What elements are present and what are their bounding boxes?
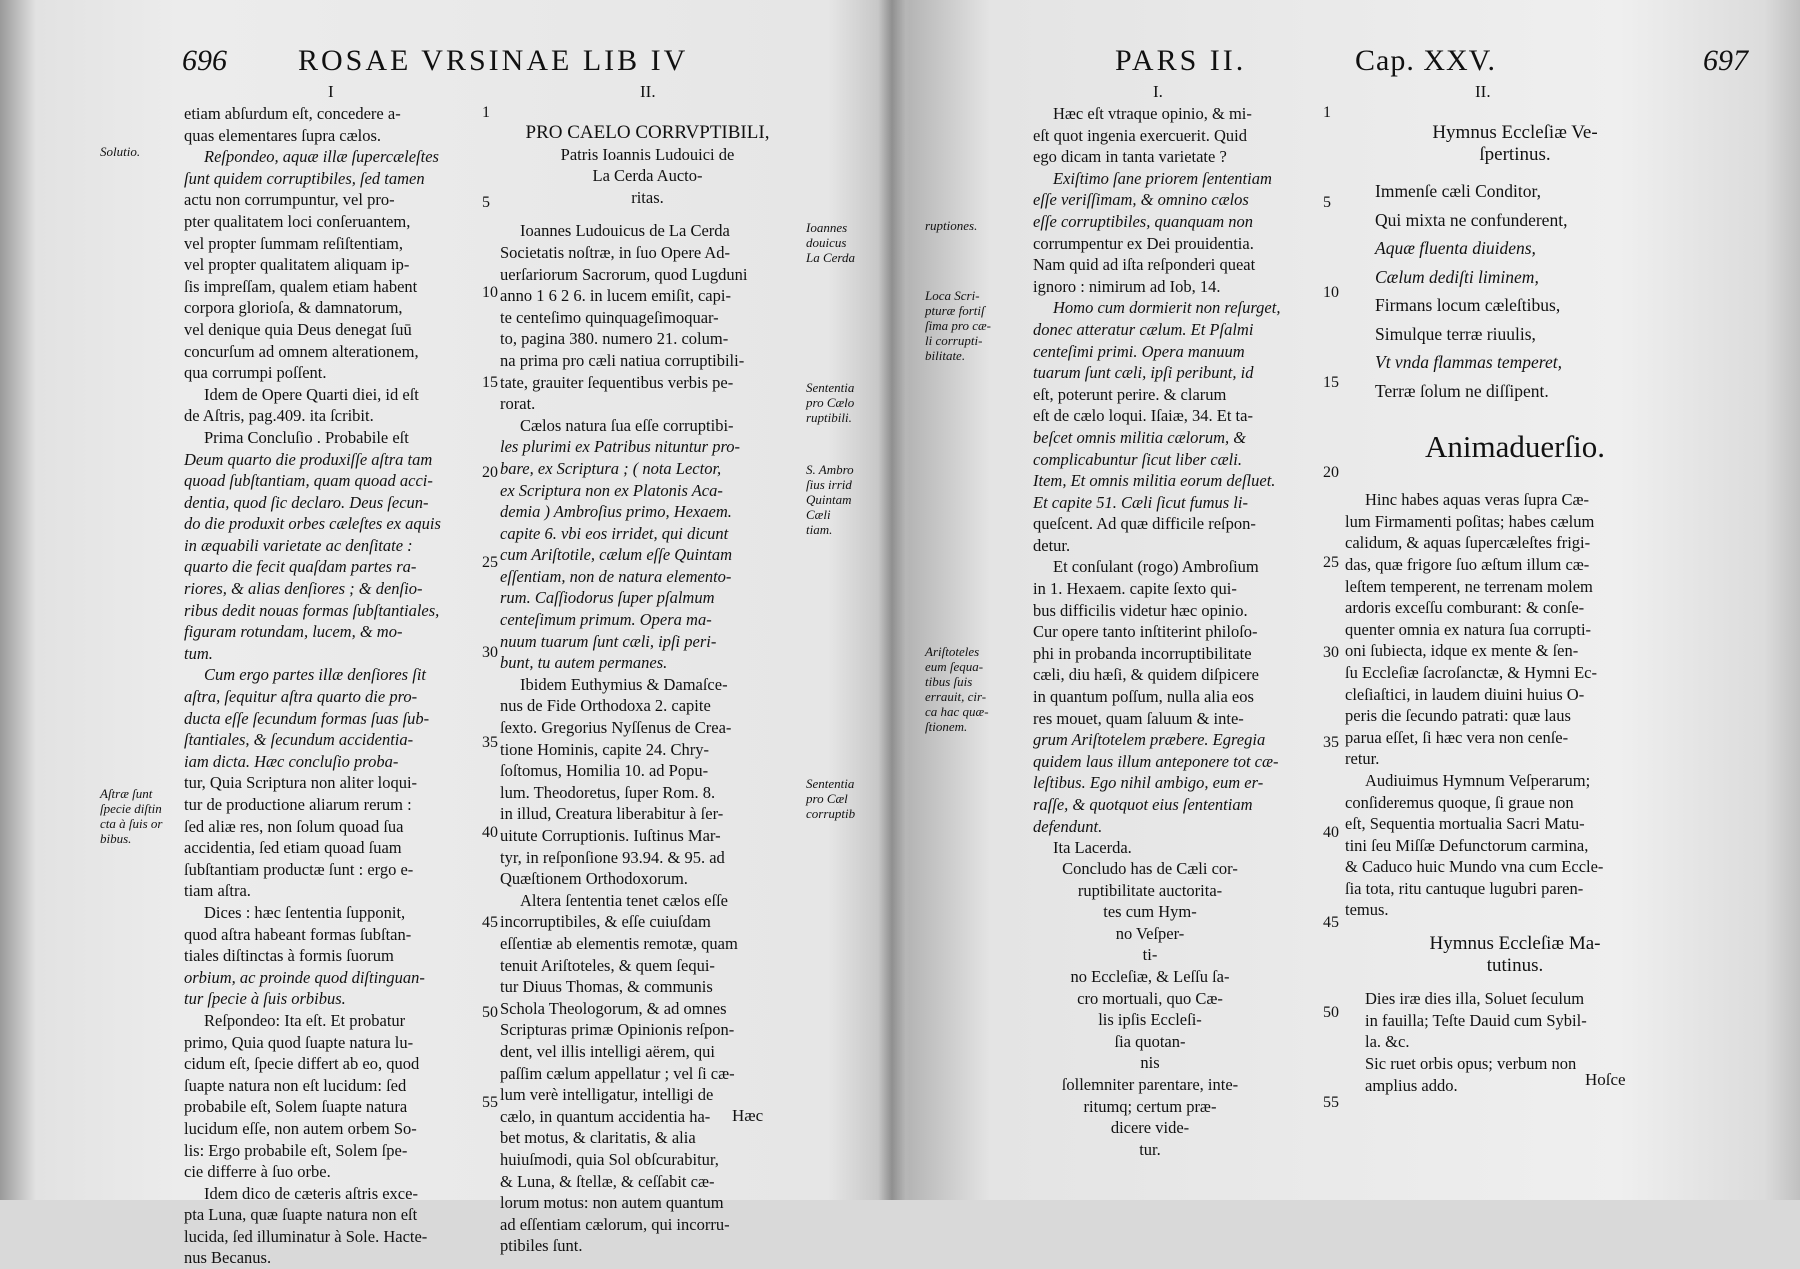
right-folio: 697	[1703, 44, 1748, 77]
col2-text-line: les plurimi ex Patribus nituntur pro-	[500, 437, 741, 457]
col1-text-line: tum.	[184, 643, 213, 663]
col1-text-line: figuram rotundam, lucem, & mo-	[184, 622, 403, 642]
hymn-verse-line: Terræ ſolum ne diſſipent.	[1375, 380, 1549, 401]
animadversio-line: das, quæ frigore ſuo æſtum illum cæ-	[1345, 554, 1590, 574]
col2-text-line: Quæſtionem Orthodoxorum.	[500, 869, 688, 889]
line-number: 10	[482, 284, 498, 301]
col1-text-line: lis: Ergo probabile eſt, Solem ſpe-	[184, 1140, 408, 1160]
left-margin-astra: Aſtræ ſunt ſpecie diſtin cta à ſuis or bibus.	[100, 786, 163, 846]
left-column-1	[184, 103, 474, 1269]
animadversio-line: peris die ſecundo patrati: quæ laus	[1345, 706, 1571, 726]
col1-text-line: Cum ergo partes illæ denſiores ſit	[204, 665, 426, 685]
animadversio-line: ſia tota, ritu cantuque lugubri paren-	[1345, 878, 1584, 898]
col2-text-line: rorat.	[500, 394, 536, 414]
left-page	[0, 0, 880, 1268]
col2-text-line: ſoſtomus, Homilia 10. ad Popu-	[500, 761, 709, 781]
col1-text-line: Prima Concluſio . Probabile eſt	[204, 427, 409, 447]
col1-text-line: vel propter ſummam reſiſtentiam,	[184, 233, 404, 253]
col2-heading-line: PRO CAELO CORRVPTIBILI,	[525, 122, 770, 143]
col1-text-line: ſubſtantiam productæ ſunt : ergo e-	[184, 859, 414, 879]
animadversio-heading: Animaduerſio.	[1425, 429, 1605, 465]
col2-text-line: Ioannes Ludouicus de La Cerda	[520, 221, 730, 241]
col1-text-line: phi in probanda incorruptibilitate	[1033, 643, 1252, 663]
col1-text-line: probabile eſt, Solem ſuapte natura	[184, 1097, 408, 1117]
col1-text-line: primo, Quia quod ſuapte natura lu-	[184, 1032, 414, 1052]
col1-text-line: tiam aſtra.	[184, 881, 251, 901]
col1-text-line: tur de productione aliarum rerum :	[184, 795, 412, 814]
col2-text-line: eſſentiæ ab elementis remotæ, quam	[500, 933, 738, 953]
line-number: 50	[482, 1004, 498, 1021]
col1-text-line: grum Ariſtotelem præbere. Egregia	[1033, 730, 1266, 750]
right-column-2	[1345, 122, 1685, 1096]
col1-text-line: Cur opere tanto inſtiterint philoſo-	[1033, 622, 1258, 642]
col1-text-line: actu non corrumpuntur, vel pro-	[184, 190, 395, 210]
col1-text-line: corpora glorioſa, & damnatorum,	[184, 298, 403, 318]
col2-text-line: tyr, in reſponſione 93.94. & 95. ad	[500, 847, 725, 867]
conclusion-line: nis	[1140, 1053, 1160, 1073]
col1-text-line: Reſpondeo, aquæ illæ ſupercæleſtes	[204, 147, 439, 167]
col2-text-line: tate, grauiter ſequentibus verbis pe-	[500, 372, 734, 392]
col1-text-line: Et conſulant (rogo) Ambroſium	[1053, 557, 1259, 577]
col1-text-line: lucida, ſed illuminatur à Sole. Hacte-	[184, 1226, 428, 1246]
col1-text-line: quidem laus illum anteponere tot cæ-	[1033, 751, 1279, 771]
hymn-verse-line: Vt vnda flammas temperet,	[1375, 352, 1562, 373]
col1-text-line: qua corrumpi poſſent.	[184, 363, 327, 383]
hymn-title-line: ſpertinus.	[1479, 143, 1551, 165]
hymn2-line: Dies iræ dies illa, Soluet ſeculum	[1365, 989, 1585, 1009]
col2-text-line: ad eſſentiam cælorum, qui incorru-	[500, 1214, 730, 1234]
line-number: 15	[482, 374, 498, 391]
col1-text-line: Et capite 51. Cæli ſicut fumus li-	[1033, 492, 1248, 512]
col2-text-line: na prima pro cæli natiua corruptibili-	[500, 350, 745, 370]
left-right-margin-sententia: Sententia pro Cælo ruptibili.	[806, 380, 855, 425]
line-number: 40	[1323, 824, 1339, 841]
col2-text-line: paſſim cælum appellatur ; vel ſi cæ-	[500, 1063, 735, 1083]
col1-text-line: aſtra, ſequitur aſtra quarto die pro-	[184, 687, 418, 707]
line-number: 5	[1323, 194, 1331, 211]
col2-text-line: rum. Caſſiodorus ſuper pſalmum	[500, 588, 715, 608]
animadversio-line: ſu Eccleſiæ ſacroſanctæ, & Hymni Ec-	[1345, 662, 1598, 682]
col1-text-line: bus difficilis videtur hæc opinio.	[1033, 600, 1248, 620]
col2-text-line: lum. Theodoretus, ſuper Rom. 8.	[500, 782, 716, 802]
col1-text-line: quarto die fecit quaſdam partes ra-	[184, 557, 417, 577]
animadversio-line: oni ſubiecta, idque ex mente & ſen-	[1345, 641, 1579, 661]
animadversio-line: parua eſſet, ſi hæc vera non cenſe-	[1345, 727, 1569, 747]
col2-text-line: nus de Fide Orthodoxa 2. capite	[500, 696, 711, 716]
col1-text-line: tur, Quia Scriptura non aliter loqui-	[184, 773, 418, 793]
col2-text-line: Schola Theologorum, & ad omnes	[500, 998, 727, 1018]
col2-text-line: Cælos natura ſua eſſe corruptibi-	[520, 415, 734, 435]
col1-text-line: ſtantiales, & ſecundum accidentia-	[184, 730, 414, 750]
col1-text-line: ducta eſſe ſecundum formas ſuas ſub-	[184, 708, 430, 728]
animadversio-line: tini ſeu Miſſæ Defunctorum carmina,	[1345, 835, 1589, 855]
col1-text-line: cie differre à ſuo orbe.	[184, 1162, 331, 1182]
line-number: 35	[482, 734, 498, 751]
col2-text-line: cum Ariſtotile, cælum eſſe Quintam	[500, 545, 733, 565]
col1-text-line: raſſe, & quotquot eius ſententiam	[1033, 795, 1253, 814]
col2-text-line: ex Scriptura non ex Platonis Aca-	[500, 480, 723, 500]
col1-text-line: etiam abſurdum eſt, concedere a-	[184, 104, 401, 123]
line-number: 35	[1323, 734, 1339, 751]
col1-text-line: accidentia, ſed etiam quoad ſuam	[184, 838, 402, 858]
hymn-verse-line: Aquæ fluenta diuidens,	[1375, 238, 1536, 259]
col1-text-line: ſis impreſſam, qualem etiam habent	[184, 276, 418, 296]
col2-heading-line: Patris Ioannis Ludouici de	[560, 144, 735, 164]
col2-heading-line: La Cerda Aucto-	[592, 166, 703, 186]
left-right-margin-ambrosius: S. Ambro ſius irrid Quintam Cæli tiam.	[806, 462, 854, 537]
col1-text-line: in quantum poſſum, nulla alia eos	[1033, 687, 1254, 707]
right-margin-ruptiones: ruptiones.	[925, 218, 978, 233]
col2-text-line: bet motus, & claritatis, & alia	[500, 1128, 696, 1148]
animadversio-line: ardoris exceſſu comburant: & conſe-	[1345, 598, 1585, 618]
left-catchword: Hæc	[732, 1106, 764, 1125]
conclusion-line: no Veſper-	[1115, 923, 1185, 943]
col2-text-line: te centeſimo quinquageſimoquar-	[500, 307, 719, 327]
col2-text-line: centeſimum primum. Opera ma-	[500, 610, 712, 630]
col1-text-line: beſcet omnis militia cælorum, &	[1033, 427, 1247, 447]
col1-text-line: Reſpondeo: Ita eſt. Et probatur	[204, 1010, 406, 1030]
hymn2-title-line: tutinus.	[1486, 954, 1544, 976]
animadversio-line: retur.	[1345, 749, 1380, 769]
animadversio-line: & Caduco huic Mundo vna cum Eccle-	[1345, 857, 1604, 877]
col1-text-line: detur.	[1033, 535, 1071, 555]
right-margin-aristoteles: Ariſtoteles eum ſequa- tibus ſuis errauit, cir- ca hac quæ- ſtionem.	[925, 644, 989, 734]
col1-text-line: do die produxit orbes cæleſtes ex aquis	[184, 514, 441, 534]
conclusion-line: ritumq; certum præ-	[1083, 1096, 1217, 1116]
hymn2-line: in fauilla; Teſte Dauid cum Sybil-	[1365, 1010, 1587, 1030]
col1-text-line: quod aſtra habeant formas ſubſtan-	[184, 924, 412, 944]
left-right-margin-sententia-2: Sententia pro Cæl corruptib	[806, 776, 856, 821]
col1-text-line: Idem dico de cæteris aſtris exce-	[204, 1183, 418, 1203]
col2-text-line: tur Diuus Thomas, & communis	[500, 977, 713, 997]
line-number: 30	[482, 644, 498, 661]
col2-text-line: ptibiles ſunt.	[500, 1236, 583, 1256]
hymn2-line: la. &c.	[1365, 1032, 1410, 1052]
line-number: 25	[1323, 554, 1339, 571]
right-catchword: Hoſce	[1585, 1070, 1626, 1089]
book-gutter	[878, 0, 906, 1200]
col2-text-line: Altera ſententia tenet cælos eſſe	[520, 890, 728, 910]
col1-text-line: Homo cum dormierit non reſurget,	[1053, 298, 1281, 318]
line-number: 10	[1323, 284, 1339, 301]
col2-text-line: lum verè intelligatur, intelligi de	[500, 1085, 714, 1105]
col1-text-line: nus Becanus.	[184, 1248, 272, 1268]
right-col1-number: I.	[1153, 82, 1163, 101]
line-number: 55	[482, 1094, 498, 1111]
line-number: 45	[1323, 914, 1339, 931]
line-number: 5	[482, 194, 490, 211]
col1-text-line: Exiſtimo ſane priorem ſententiam	[1053, 168, 1272, 188]
col1-text-line: ego dicam in tanta varietate ?	[1033, 147, 1227, 167]
animadversio-line: Hinc habes aquas veras ſupra Cæ-	[1365, 490, 1590, 510]
col2-text-line: capite 6. vbi eos irridet, qui dicunt	[500, 523, 729, 543]
left-running-head: ROSAE VRSINAE LIB IV	[298, 44, 689, 77]
col2-text-line: lorum motus: non autem quantum	[500, 1193, 724, 1213]
left-right-margin-ioannes: Ioannes douicus La Cerda	[806, 220, 855, 265]
col2-text-line: tione Hominis, capite 24. Chry-	[500, 739, 709, 759]
conclusion-line: ti-	[1142, 945, 1158, 965]
conclusion-line: ſia quotan-	[1114, 1031, 1186, 1051]
col1-text-line: Deum quarto die produxiſſe aſtra tam	[184, 449, 433, 469]
conclusion-line: no Eccleſiæ, & Leſſu ſa-	[1070, 966, 1230, 986]
col2-text-line: dent, vel illis intelligi aërem, qui	[500, 1041, 715, 1061]
col1-text-line: quas elementares ſupra cælos.	[184, 125, 382, 145]
line-number: 50	[1323, 1004, 1339, 1021]
line-number: 20	[1323, 464, 1339, 481]
right-margin-loca: Loca Scri- pturæ fortiſ ſima pro cæ- li corrupti- bilitate.	[925, 288, 991, 363]
hymn-verse-line: Simulque terræ riuulis,	[1375, 323, 1536, 344]
line-number: 1	[1323, 104, 1331, 121]
col2-text-line: Ibidem Euthymius & Damaſce-	[520, 674, 728, 694]
right-column-1	[1033, 103, 1323, 859]
col1-text-line: dentia, quod ſic declaro. Deus ſecun-	[184, 492, 429, 512]
col1-text-line: cæli, diu hæſi, & quidem diſpicere	[1033, 665, 1259, 685]
col2-text-line: Societatis noſtræ, in ſuo Opere Ad-	[500, 242, 731, 262]
col1-text-line: donec atteratur cælum. Et Pſalmi	[1033, 319, 1254, 339]
col1-text-line: riores, & alias denſiores ; & denſio-	[184, 579, 423, 599]
hymn-verse-line: Firmans locum cæleſtibus,	[1375, 295, 1561, 316]
col1-text-line: defendunt.	[1033, 816, 1103, 836]
col2-text-line: demia ) Ambroſius primo, Hexaem.	[500, 502, 732, 522]
col2-text-line: in illud, Creatura liberabitur à ſer-	[500, 804, 724, 824]
col1-text-line: Dices : hæc ſententia ſupponit,	[204, 902, 406, 922]
line-number: 40	[482, 824, 498, 841]
col2-text-line: incorruptibiles, & eſſe cuiuſdam	[500, 912, 711, 932]
col2-text-line: huiuſmodi, quia Sol obſcurabitur,	[500, 1149, 719, 1169]
col1-text-line: Item, Et omnis militia eorum deſluet.	[1033, 471, 1276, 491]
conclusion-line: tur.	[1139, 1139, 1161, 1159]
col1-text-line: in 1. Hexaem. capite ſexto qui-	[1033, 579, 1237, 599]
line-number: 15	[1323, 374, 1339, 391]
animadversio-line: cleſiaſtici, in laudem diuini huius O-	[1345, 684, 1585, 704]
col2-text-line: cælo, in quantum accidentia ha-	[500, 1106, 711, 1126]
line-number: 30	[1323, 644, 1339, 661]
right-running-head: PARS II.	[1115, 44, 1247, 77]
col1-text-line: Nam quid ad iſta reſponderi queat	[1033, 255, 1256, 275]
conclusion-line: lis ipſis Eccleſi-	[1098, 1010, 1202, 1030]
col1-text-line: tuarum ſunt cæli, ipſi peribunt, id	[1033, 363, 1254, 383]
hymn2-line: amplius addo.	[1365, 1075, 1458, 1095]
col2-text-line: tenuit Ariſtoteles, & quem ſequi-	[500, 955, 715, 975]
col1-text-line: pter qualitatem loci conſeruantem,	[184, 211, 411, 231]
col1-text-line: tiales diſtinctas à formis ſuorum	[184, 946, 394, 966]
animadversio-line: eſt, Sequentia mortualia Sacri Matu-	[1345, 814, 1585, 834]
animadversio-line: lum Firmamenti poſitas; habes cælum	[1345, 511, 1595, 531]
col1-text-line: eſt quot ingenia exercuerit. Quid	[1033, 125, 1247, 145]
hymn-verse-line: Qui mixta ne confunderent,	[1375, 209, 1568, 230]
hymn-verse-line: Cælum dediſti liminem,	[1375, 266, 1539, 287]
col1-text-line: Hæc eſt vtraque opinio, & mi-	[1053, 104, 1252, 123]
col1-text-line: ignoro : nimirum ad Iob, 14.	[1033, 276, 1221, 296]
animadversio-line: Audiuimus Hymnum Veſperarum;	[1365, 770, 1591, 790]
col1-text-line: tur ſpecie à ſuis orbibus.	[184, 989, 346, 1009]
col1-text-line: ſunt quidem corruptibiles, ſed tamen	[184, 168, 425, 188]
col1-text-line: Ita Lacerda.	[1053, 838, 1132, 858]
col2-text-line: uerſariorum Sacrorum, quod Lugduni	[500, 264, 748, 284]
col1-text-line: ſuapte natura non eſt lucidum: ſed	[184, 1075, 407, 1095]
hymn2-title-line: Hymnus Eccleſiæ Ma-	[1429, 933, 1601, 955]
col2-text-line: to, pagina 380. numero 21. colum-	[500, 329, 729, 349]
left-folio: 696	[182, 44, 227, 77]
col2-heading-line: ritas.	[631, 187, 664, 207]
col2-text-line: bunt, tu autem permanes.	[500, 653, 668, 673]
col1-text-line: iam dicta. Hæc concluſio proba-	[184, 751, 399, 771]
col1-text-line: ſed aliæ res, non ſolum quoad ſua	[184, 816, 404, 836]
col2-text-line: ſexto. Gregorius Nyſſenus de Crea-	[500, 718, 732, 738]
col1-text-line: centeſimi primi. Opera manuum	[1033, 341, 1245, 361]
conclusion-line: tes cum Hym-	[1103, 902, 1197, 922]
col2-text-line: nuum tuarum ſunt cæli, ipſi peri-	[500, 631, 717, 651]
right-page	[905, 0, 1800, 1200]
col1-text-line: vel propter qualitatem aliquam ip-	[184, 255, 410, 275]
left-column-2	[500, 122, 795, 1257]
right-chapter: Cap. XXV.	[1355, 44, 1496, 77]
col2-text-line: eſſentiam, non de natura elemento-	[500, 566, 732, 586]
conclusion-line: ruptibilitate auctorita-	[1077, 880, 1223, 900]
col1-text-line: de Aſtris, pag.409. ita ſcribit.	[184, 406, 374, 426]
hymn-title-line: Hymnus Eccleſiæ Ve-	[1432, 122, 1598, 143]
conclusion-line: Concludo has de Cæli cor-	[1062, 859, 1238, 878]
right-conclusion-block	[1010, 858, 1290, 1160]
col1-text-line: complicabuntur ſicut liber cæli.	[1033, 449, 1242, 469]
hymn-verse-line: Immenſe cæli Conditor,	[1375, 181, 1542, 202]
col1-text-line: pta Luna, quæ ſuapte natura non eſt	[184, 1205, 418, 1225]
right-col2-number: II.	[1475, 82, 1491, 101]
col1-text-line: eſſe corruptibiles, quanquam non	[1033, 211, 1253, 231]
col1-text-line: eſt, poterunt perire. & clarum	[1033, 384, 1227, 404]
col1-text-line: queſcent. Ad quæ difficile reſpon-	[1033, 514, 1256, 534]
col2-text-line: Scripturas primæ Opinionis reſpon-	[500, 1020, 735, 1040]
col1-text-line: concurſum ad omnem alterationem,	[184, 341, 419, 361]
line-number: 25	[482, 554, 498, 571]
col2-text-line: anno 1 6 2 6. in lucem emiſit, capi-	[500, 286, 731, 306]
col1-text-line: res mouet, quam ſaluum & inte-	[1033, 708, 1244, 728]
animadversio-line: temus.	[1345, 900, 1389, 920]
animadversio-line: conſideremus quoque, ſi graue non	[1345, 792, 1574, 812]
col2-text-line: & Luna, & ſtellæ, & ceſſabit cæ-	[500, 1171, 715, 1191]
col1-text-line: eſt de cælo loqui. Iſaiæ, 34. Et ta-	[1033, 406, 1253, 426]
col1-text-line: corrumpentur ex Dei prouidentia.	[1033, 233, 1254, 253]
line-number: 1	[482, 104, 490, 121]
line-number: 45	[482, 914, 498, 931]
col1-text-line: eſſe veriſſimam, & omnino cælos	[1033, 190, 1249, 210]
line-number: 55	[1323, 1094, 1339, 1111]
col1-text-line: in æquabili varietate ac denſitate :	[184, 535, 413, 555]
col1-text-line: quoad ſubſtantiam, quam quoad acci-	[184, 471, 433, 491]
left-col1-number: I	[328, 82, 334, 101]
animadversio-line: leſtem temperent, ne terrenam molem	[1345, 576, 1593, 596]
conclusion-line: dicere vide-	[1110, 1118, 1190, 1138]
line-number: 20	[482, 464, 498, 481]
col1-text-line: leſtibus. Ego nihil ambigo, eum er-	[1033, 773, 1264, 793]
col1-text-line: cidum eſt, ſpecie differt ab eo, quod	[184, 1054, 420, 1074]
col2-text-line: bare, ex Scriptura ; ( nota Lector,	[500, 458, 722, 478]
left-margin-solutio: Solutio.	[100, 144, 141, 159]
animadversio-line: quenter omnia ex natura ſua corrupti-	[1345, 619, 1592, 639]
col1-text-line: vel denique quia Deus denegat ſuū	[184, 319, 412, 339]
col1-text-line: ribus dedit nouas formas ſubſtantiales,	[184, 600, 440, 620]
col1-text-line: lucidum eſſe, non autem orbem So-	[184, 1118, 417, 1138]
left-col2-number: II.	[640, 82, 656, 101]
animadversio-line: calidum, & aquas ſupercæleſtes frigi-	[1345, 533, 1591, 553]
conclusion-line: ſollemniter parentare, inte-	[1061, 1074, 1239, 1094]
col1-text-line: Idem de Opere Quarti diei, id eſt	[204, 384, 419, 404]
col1-text-line: orbium, ac proinde quod diſtinguan-	[184, 967, 425, 987]
col2-text-line: uitute Corruptionis. Iuſtinus Mar-	[500, 826, 721, 845]
conclusion-line: cro mortuali, quo Cæ-	[1077, 988, 1223, 1008]
hymn2-line: Sic ruet orbis opus; verbum non	[1365, 1054, 1577, 1074]
